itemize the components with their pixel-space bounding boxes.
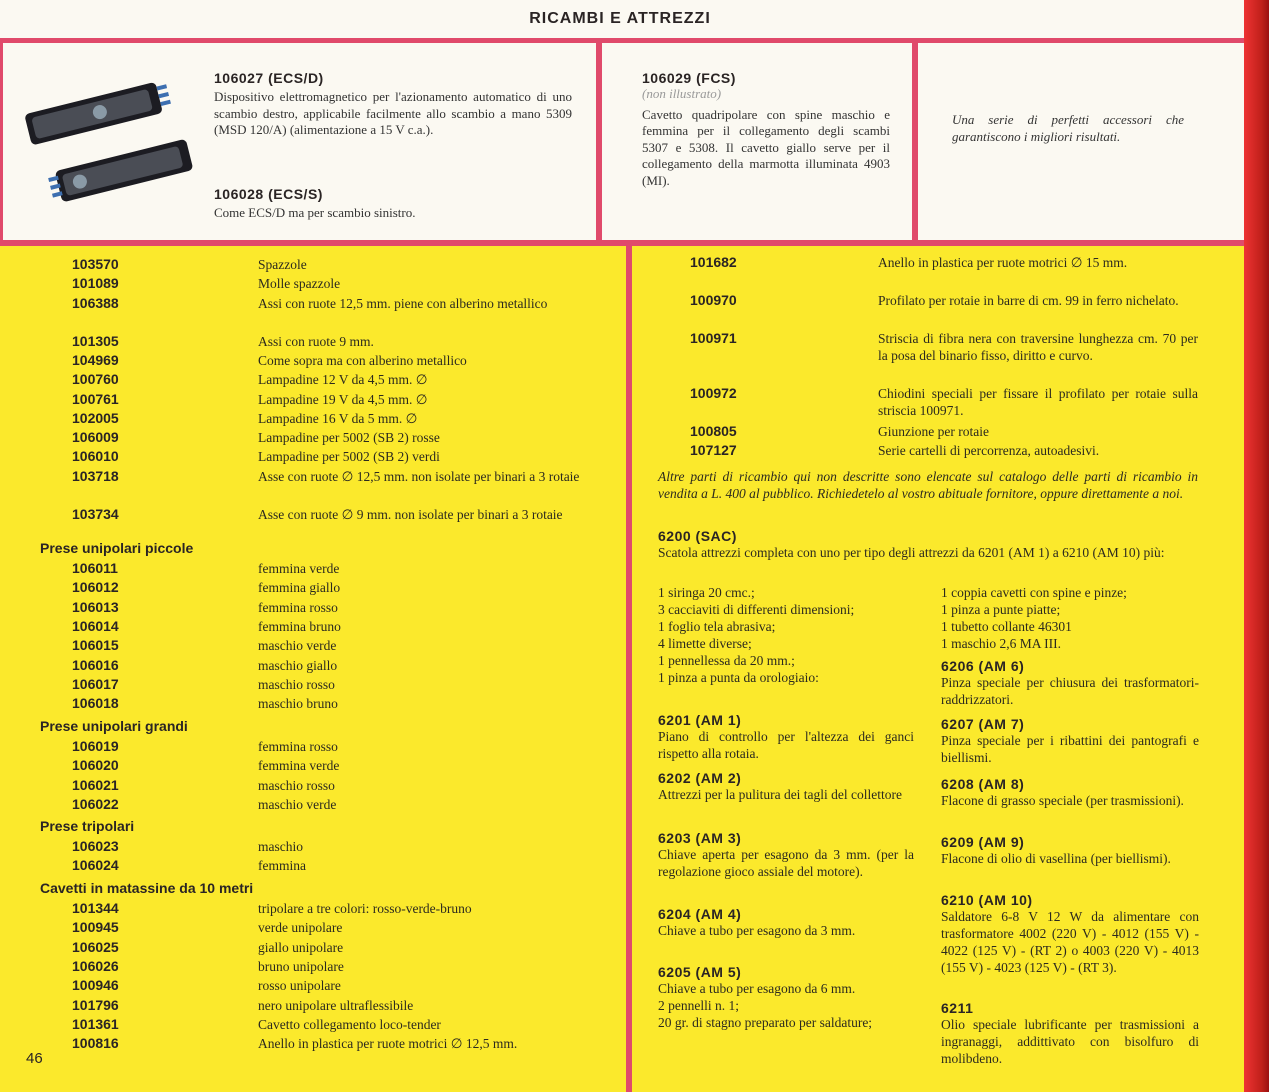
part-description: femmina bruno — [258, 618, 341, 634]
tool-item — [658, 712, 914, 762]
part-code: 106018 — [72, 695, 119, 712]
part-code: 100945 — [72, 919, 119, 936]
part-description: femmina giallo — [258, 580, 341, 596]
part-description: maschio rosso — [258, 777, 335, 793]
tool-text: Attrezzi per la pulitura dei tagli del collettore — [658, 787, 903, 802]
tool-text: Piano di controllo per l'altezza dei ganci rispetto alla rotaia. — [658, 729, 914, 761]
page-edge-red — [1244, 0, 1269, 1092]
fcs-code: 106029 (FCS) — [642, 70, 736, 86]
part-description: Cavetto collegamento loco-tender — [258, 1016, 441, 1032]
tool-item — [941, 716, 1199, 766]
tool-text: Chiave aperta per esagono da 3 mm. (per la regolazione gioco assiale del motore). — [658, 847, 914, 879]
tool-text: Chiave a tubo per esagono da 3 mm. — [658, 923, 856, 938]
part-code: 102005 — [72, 409, 119, 426]
part-description: maschio rosso — [258, 676, 335, 692]
part-description: Assi con ruote 9 mm. — [258, 333, 374, 349]
page-number: 46 — [26, 1050, 43, 1067]
tool-item — [658, 770, 914, 803]
part-description: Profilato per rotaie in barre di cm. 99 in ferro nichelato. — [878, 293, 1179, 308]
part-description: maschio verde — [258, 796, 337, 812]
part-description: Asse con ruote ∅ 12,5 mm. non isolate per binari a 3 rotaie — [258, 468, 580, 484]
tool-code: 6209 (AM 9) — [941, 834, 1025, 850]
part-code: 106016 — [72, 656, 119, 673]
part-code: 106014 — [72, 617, 119, 634]
part-description: Lampadine 19 V da 4,5 mm. ∅ — [258, 391, 428, 407]
part-description: Serie cartelli di percorrenza, autoadesivi. — [878, 443, 1100, 459]
part-code: 101305 — [72, 332, 119, 349]
part-code: 100970 — [690, 292, 737, 308]
part-code: 103718 — [72, 467, 119, 484]
tool-item — [658, 830, 914, 880]
switch-device-illustration — [18, 74, 198, 219]
part-description: maschio bruno — [258, 696, 338, 712]
heading-prese-tripolari: Prese tripolari — [40, 818, 135, 834]
part-description: Anello in plastica per ruote motrici ∅ 12,5 mm. — [258, 1036, 518, 1052]
ecs-d-code: 106027 (ECS/D) — [214, 70, 324, 86]
fcs-text: Cavetto quadripolare con spine maschio e femmina per il collegamento degli scambi 5307 e 5308. Il cavetto giallo serve per il collegamento della marmotta illuminata 4903 (MI). — [642, 106, 890, 188]
tool-code: 6208 (AM 8) — [941, 776, 1025, 792]
part-code: 106023 — [72, 838, 119, 854]
part-code: 101344 — [72, 900, 119, 916]
tool-code: 6211 — [941, 1000, 974, 1016]
part-code: 101361 — [72, 1015, 119, 1032]
heading-prese-unipolari-piccole: Prese unipolari piccole — [40, 540, 194, 556]
frame-top-line — [0, 38, 1244, 43]
column-divider — [626, 246, 632, 1092]
part-description: Molle spazzole — [258, 276, 341, 292]
part-description: bruno unipolare — [258, 958, 344, 974]
tool-code: 6202 (AM 2) — [658, 770, 742, 786]
tool-code: 6205 (AM 5) — [658, 964, 742, 980]
part-description: maschio giallo — [258, 657, 338, 673]
sac-list-right: 1 coppia cavetti con spine e pinze; 1 pinza a punte piatte; 1 tubetto collante 46301 1 maschio 2,6 MA III. — [941, 585, 1127, 651]
sac-code: 6200 (SAC) — [658, 528, 737, 544]
part-description: Lampadine 12 V da 4,5 mm. ∅ — [258, 372, 428, 388]
part-description: femmina — [258, 858, 306, 874]
part-description: Spazzole — [258, 257, 307, 272]
part-code: 101796 — [72, 996, 119, 1013]
sac-list-left: 1 siringa 20 cmc.; 3 cacciaviti di differenti dimensioni; 1 foglio tela abrasiva; 4 limette diverse; 1 pennellessa da 20 mm.; 1 pinza a punta da orologiaio: — [658, 585, 855, 685]
part-description: femmina verde — [258, 758, 340, 774]
part-description: rosso unipolare — [258, 978, 341, 994]
part-code: 106019 — [72, 738, 119, 754]
part-description: Chiodini speciali per fissare il profilato per rotaie sulla striscia 100971. — [878, 386, 1198, 418]
part-description: Lampadine per 5002 (SB 2) verdi — [258, 449, 440, 465]
part-description: Assi con ruote 12,5 mm. piene con alberino metallico — [258, 295, 548, 311]
tool-code: 6201 (AM 1) — [658, 712, 742, 728]
ecs-s-block — [214, 186, 572, 222]
part-code: 106022 — [72, 795, 119, 812]
tool-item — [941, 658, 1199, 708]
ecs-s-text: Come ECS/D ma per scambio sinistro. — [214, 205, 416, 220]
part-description: Anello in plastica per ruote motrici ∅ 15 mm. — [878, 255, 1128, 270]
part-code: 100760 — [72, 371, 119, 388]
part-description: maschio verde — [258, 638, 337, 654]
frame-divider-2 — [912, 38, 918, 246]
tool-text: Chiave a tubo per esagono da 6 mm. 2 pennelli n. 1; 20 gr. di stagno preparato per saldature; — [658, 981, 873, 1030]
tool-item — [941, 776, 1199, 809]
part-code: 106020 — [72, 757, 119, 774]
tool-text: Pinza speciale per i ribattini dei pantografi e biellismi. — [941, 733, 1199, 765]
part-code: 106388 — [72, 294, 119, 311]
ecs-s-code: 106028 (ECS/S) — [214, 186, 323, 202]
part-description: Come sopra ma con alberino metallico — [258, 352, 467, 368]
tool-code: 6210 (AM 10) — [941, 892, 1033, 908]
part-code: 106009 — [72, 429, 119, 446]
part-code: 106026 — [72, 957, 119, 974]
part-code: 100761 — [72, 390, 119, 407]
part-code: 106024 — [72, 857, 119, 874]
part-code: 100972 — [690, 385, 737, 401]
part-description: giallo unipolare — [258, 939, 344, 955]
part-description: Giunzione per rotaie — [878, 424, 989, 439]
tool-code: 6203 (AM 3) — [658, 830, 742, 846]
part-code: 104969 — [72, 351, 119, 368]
tool-item — [941, 834, 1199, 867]
tool-item — [941, 892, 1199, 976]
tagline: Una serie di perfetti accessori che garantiscono i migliori risultati. — [952, 112, 1184, 144]
page-title: RICAMBI E ATTREZZI — [529, 10, 711, 27]
part-code: 106021 — [72, 776, 119, 793]
tool-code: 6206 (AM 6) — [941, 658, 1025, 674]
ecs-d-block — [214, 70, 572, 139]
part-description: Asse con ruote ∅ 9 mm. non isolate per binari a 3 rotaie — [258, 506, 563, 522]
part-code: 106011 — [72, 560, 118, 576]
part-description: Striscia di fibra nera con traversine lunghezza cm. 70 per la posa del binario fisso, diritto e curvo. — [878, 331, 1198, 363]
frame-left-edge — [0, 38, 3, 246]
fcs-block — [642, 70, 890, 189]
sac-text: Scatola attrezzi completa con uno per tipo degli attrezzi da 6201 (AM 1) a 6210 (AM 10) più: — [658, 545, 1165, 560]
part-code: 106025 — [72, 938, 119, 955]
tool-text: Saldatore 6-8 V 12 W da alimentare con trasformatore 4002 (220 V) - 4012 (155 V) - 4022 (125 V) - (RT 2) o 4003 (220 V) - 4013 (155 V) - 4023 (125 V) - (RT 3). — [941, 909, 1199, 975]
part-description: maschio — [258, 839, 303, 854]
spare-parts-note: Altre parti di ricambio qui non descritte sono elencate sul catalogo delle parti di ricambio in vendita a L. 400 al pubblico. Richiedetelo al vostro abituale fornitore, oppure direttamente a noi. — [658, 469, 1198, 501]
part-description: nero unipolare ultraflessibile — [258, 997, 414, 1013]
heading-prese-unipolari-grandi: Prese unipolari grandi — [40, 718, 188, 734]
part-code: 106017 — [72, 675, 119, 692]
heading-cavetti-matassine: Cavetti in matassine da 10 metri — [40, 880, 254, 896]
part-description: tripolare a tre colori: rosso-verde-bruno — [258, 901, 472, 916]
part-code: 100946 — [72, 977, 119, 994]
part-description: femmina verde — [258, 561, 340, 576]
part-code: 100816 — [72, 1035, 119, 1052]
frame-divider-1 — [596, 38, 602, 246]
tool-text: Flacone di grasso speciale (per trasmissioni). — [941, 793, 1184, 808]
part-description: femmina rosso — [258, 599, 338, 615]
tool-item — [941, 1000, 1199, 1067]
part-code: 106012 — [72, 579, 119, 596]
part-code: 106010 — [72, 448, 119, 465]
tool-text: Flacone di olio di vasellina (per biellismi). — [941, 851, 1171, 866]
tool-text: Olio speciale lubrificante per trasmissioni a ingranaggi, addittivato con bisolfuro di molibdeno. — [941, 1017, 1199, 1066]
part-description: Lampadine per 5002 (SB 2) rosse — [258, 430, 440, 446]
tool-item — [658, 906, 914, 939]
ecs-d-text: Dispositivo elettromagnetico per l'azionamento automatico di uno scambio destro, applicabile facilmente allo scambio a mano 5309 (MSD 120/A) (alimentazione a 15 V c.a.). — [214, 89, 572, 137]
fcs-note: (non illustrato) — [642, 86, 722, 101]
part-description: femmina rosso — [258, 739, 338, 754]
sac-block — [658, 528, 1198, 561]
part-code: 103570 — [72, 256, 119, 272]
part-description: Lampadine 16 V da 5 mm. ∅ — [258, 410, 418, 426]
part-code: 106013 — [72, 598, 119, 615]
tool-item — [658, 964, 914, 1031]
part-code: 100971 — [690, 330, 737, 346]
tool-code: 6207 (AM 7) — [941, 716, 1025, 732]
tool-text: Pinza speciale per chiusura dei trasformatori-raddrizzatori. — [941, 675, 1199, 707]
part-code: 107127 — [690, 442, 737, 459]
part-code: 103734 — [72, 505, 119, 522]
part-description: verde unipolare — [258, 920, 343, 936]
tool-code: 6204 (AM 4) — [658, 906, 742, 922]
part-code: 106015 — [72, 637, 119, 654]
part-code: 100805 — [690, 423, 737, 439]
part-code: 101682 — [690, 254, 737, 270]
part-code: 101089 — [72, 275, 119, 292]
